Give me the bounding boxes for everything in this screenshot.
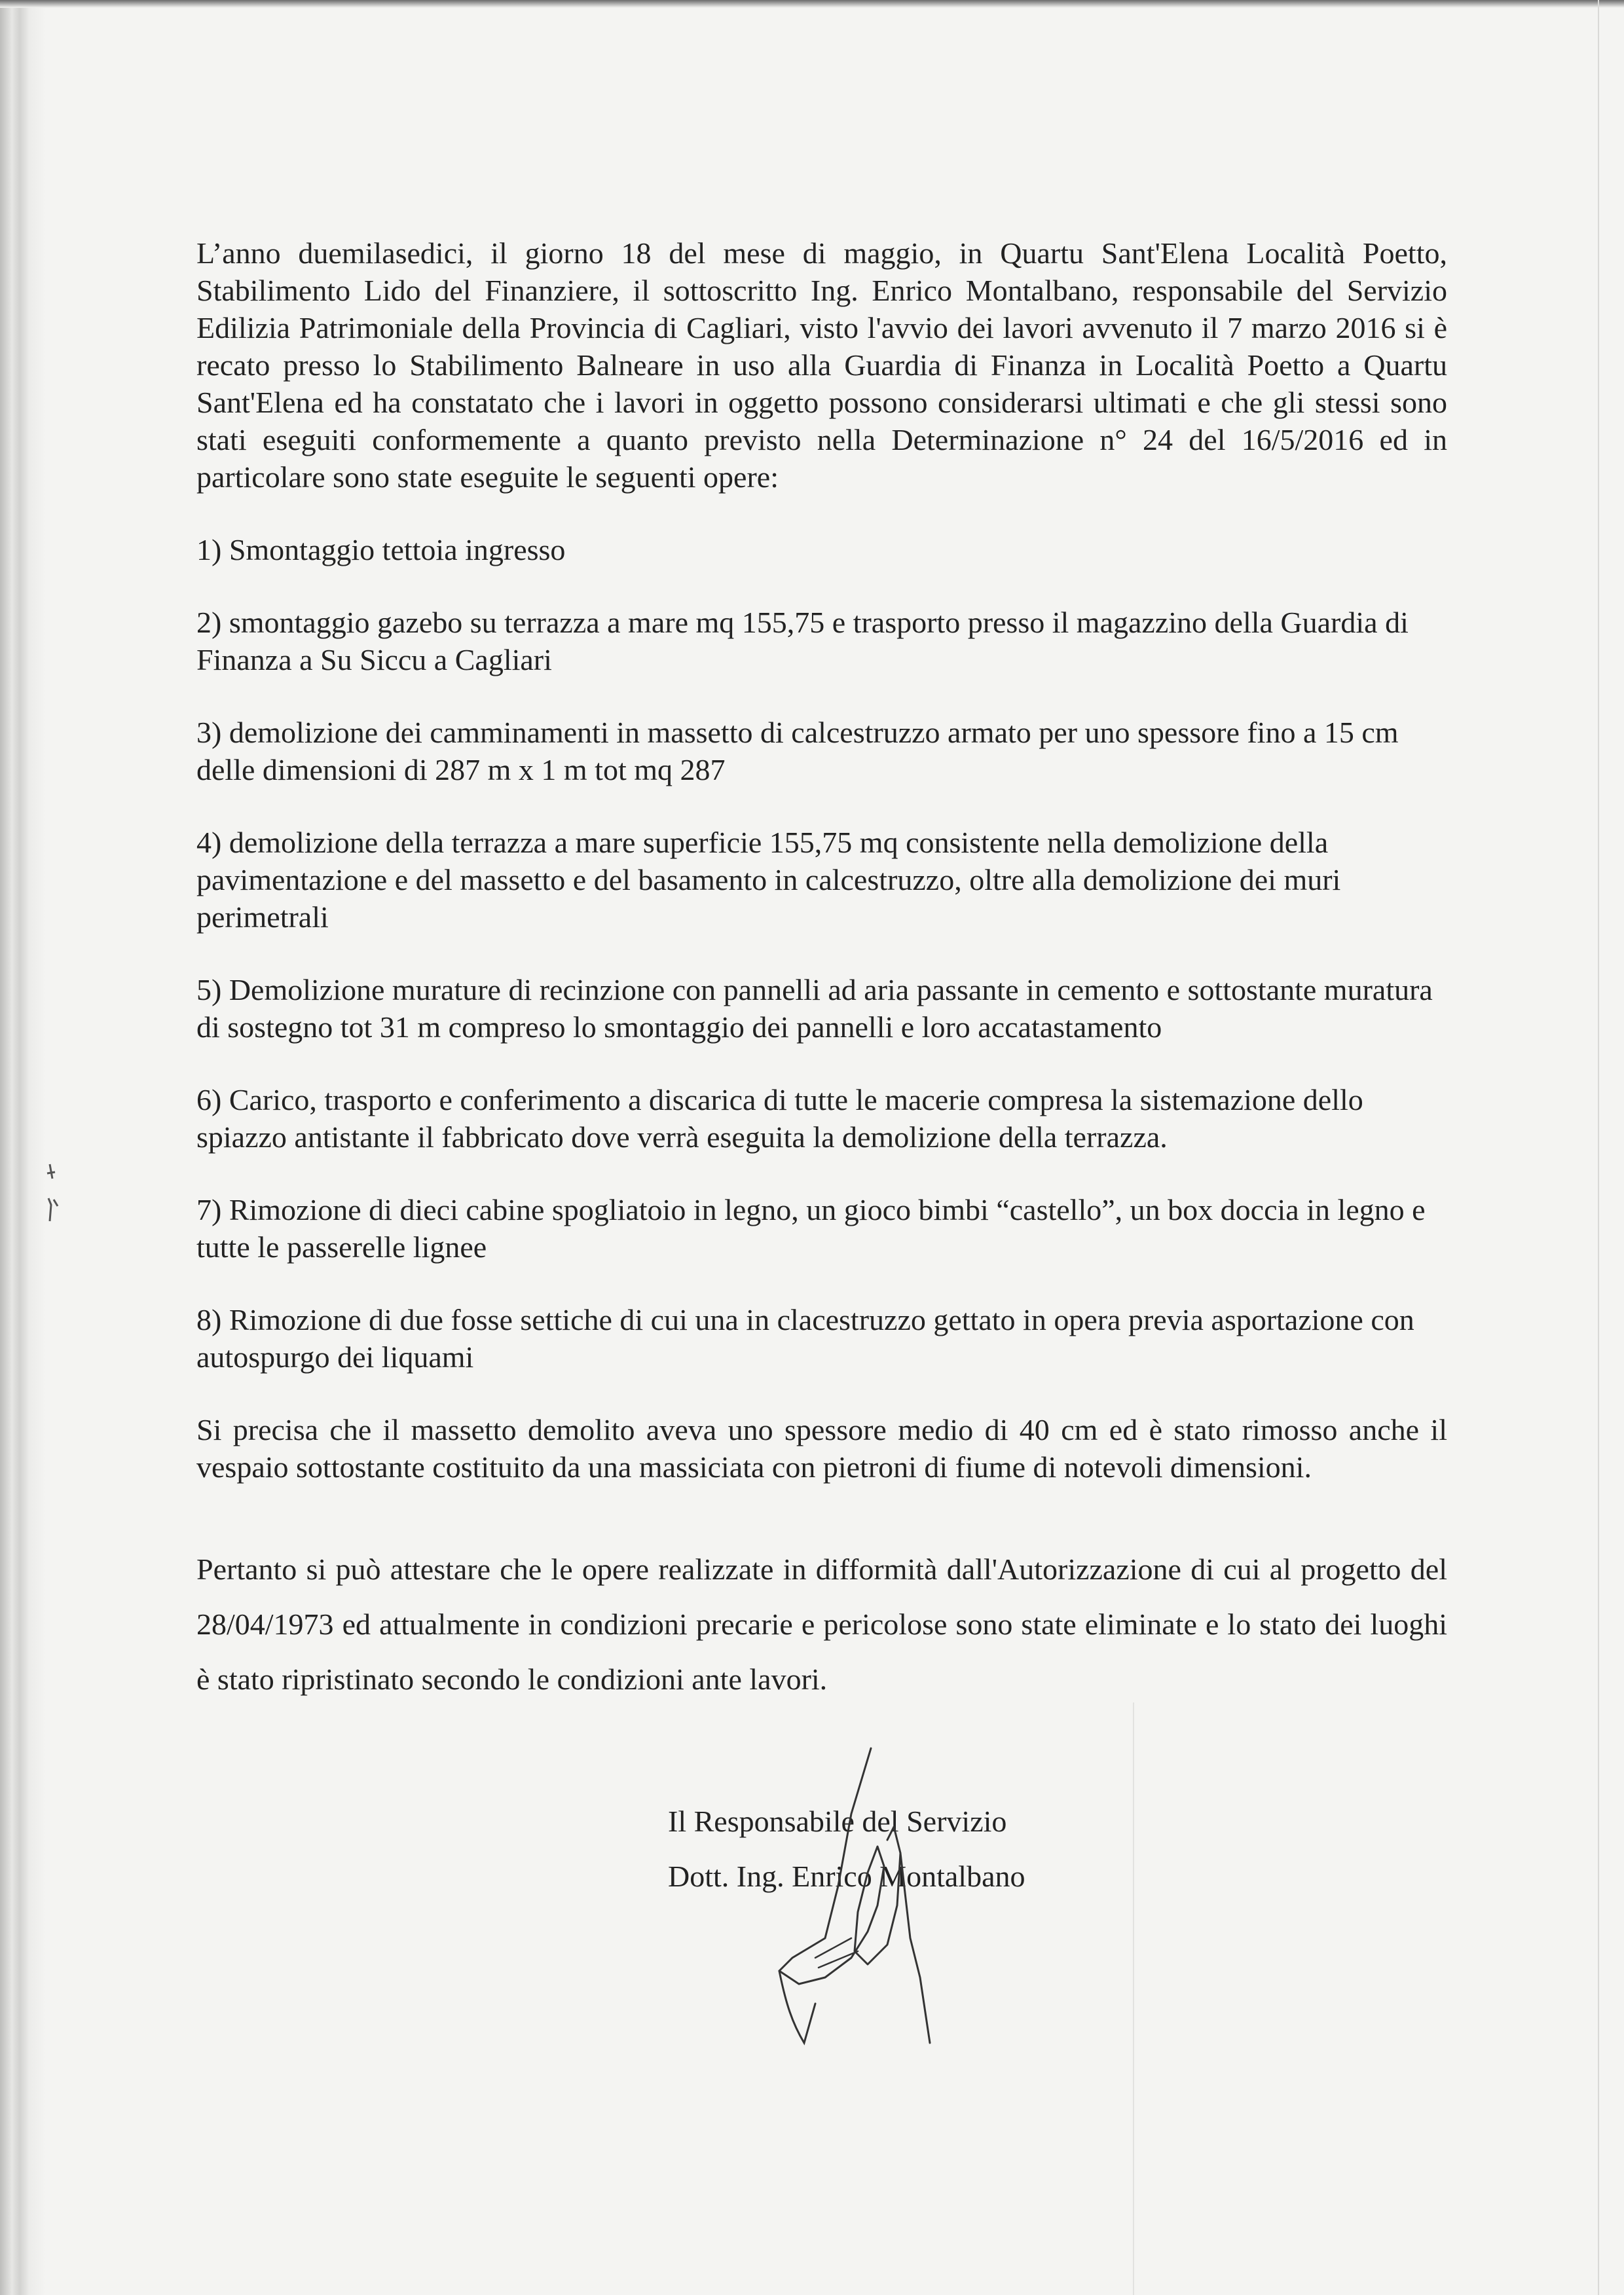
signature-role: Il Responsabile del Servizio: [668, 1805, 1007, 1838]
work-item-1: 1) Smontaggio tettoia ingresso: [196, 533, 566, 566]
work-item-6: 6) Carico, trasporto e conferimento a discarica di tutte le macerie compresa la sistemazione dello spiazzo antistante il fabbricato dove verrà eseguita la demolizione della terrazza.: [196, 1083, 1363, 1154]
note-paragraph: Si precisa che il massetto demolito aveva uno spessore medio di 40 cm ed è stato rimosso anche il vespaio sottostante costituito da una massiciata con pietroni di fiume di notevoli dimensioni.: [196, 1413, 1447, 1484]
scan-edge-left: [0, 0, 46, 2295]
work-item-4: 4) demolizione della terrazza a mare superficie 155,75 mq consistente nella demolizione della pavimentazione e del massetto e del basamento in calcestruzzo, oltre alla demolizione dei muri perimetrali: [196, 826, 1341, 934]
document-body: [196, 234, 1447, 1707]
work-item-2: 2) smontaggio gazebo su terrazza a mare mq 155,75 e trasporto presso il magazzino della Guardia di Finanza a Su Siccu a Cagliari: [196, 606, 1409, 676]
intro-paragraph: L’anno duemilasedici, il giorno 18 del mese di maggio, in Quartu Sant'Elena Località Poetto, Stabilimento Lido del Finanziere, il sottoscritto Ing. Enrico Montalbano, responsabile del Servizio Edilizia Patrimoniale della Provincia di Cagliari, visto l'avvio dei lavori avvenuto il 7 marzo 2016 si è recato presso lo Stabilimento Balneare in uso alla Guardia di Finanza in Località Poetto a Quartu Sant'Elena ed ha constatato che i lavori in oggetto possono considerarsi ultimati e che gli stessi sono stati eseguiti conformemente a quanto previsto nella Determinazione n° 24 del 16/5/2016 ed in particolare sono state eseguite le seguenti opere:: [196, 236, 1447, 494]
handwritten-signature: [753, 1742, 950, 2049]
closing-paragraph: Pertanto si può attestare che le opere realizzate in difformità dall'Autorizzazione di cui al progetto del 28/04/1973 ed attualmente in condizioni precarie e pericolose sono state eliminate e lo stato dei luoghi è stato ripristinato secondo le condizioni ante lavori.: [196, 1552, 1447, 1696]
margin-pen-marks: [41, 1159, 80, 1231]
work-item-7: 7) Rimozione di dieci cabine spogliatoio in legno, un gioco bimbi “castello”, un box doccia in legno e tutte le passerelle lignee: [196, 1193, 1426, 1264]
scan-line-vertical: [1133, 1702, 1134, 2295]
work-item-8: 8) Rimozione di due fosse settiche di cui una in clacestruzzo gettato in opera previa asportazione con autospurgo dei liquami: [196, 1303, 1414, 1374]
work-item-5: 5) Demolizione murature di recinzione con pannelli ad aria passante in cemento e sottostante muratura di sostegno tot 31 m compreso lo smontaggio dei pannelli e loro accatastamento: [196, 973, 1433, 1044]
work-item-3: 3) demolizione dei camminamenti in massetto di calcestruzzo armato per uno spessore fino a 15 cm delle dimensioni di 287 m x 1 m tot mq 287: [196, 716, 1399, 786]
scan-edge-top: [0, 0, 1624, 8]
scan-line-right: [1598, 0, 1599, 2295]
signature-name: Dott. Ing. Enrico Montalbano: [668, 1860, 1025, 1893]
